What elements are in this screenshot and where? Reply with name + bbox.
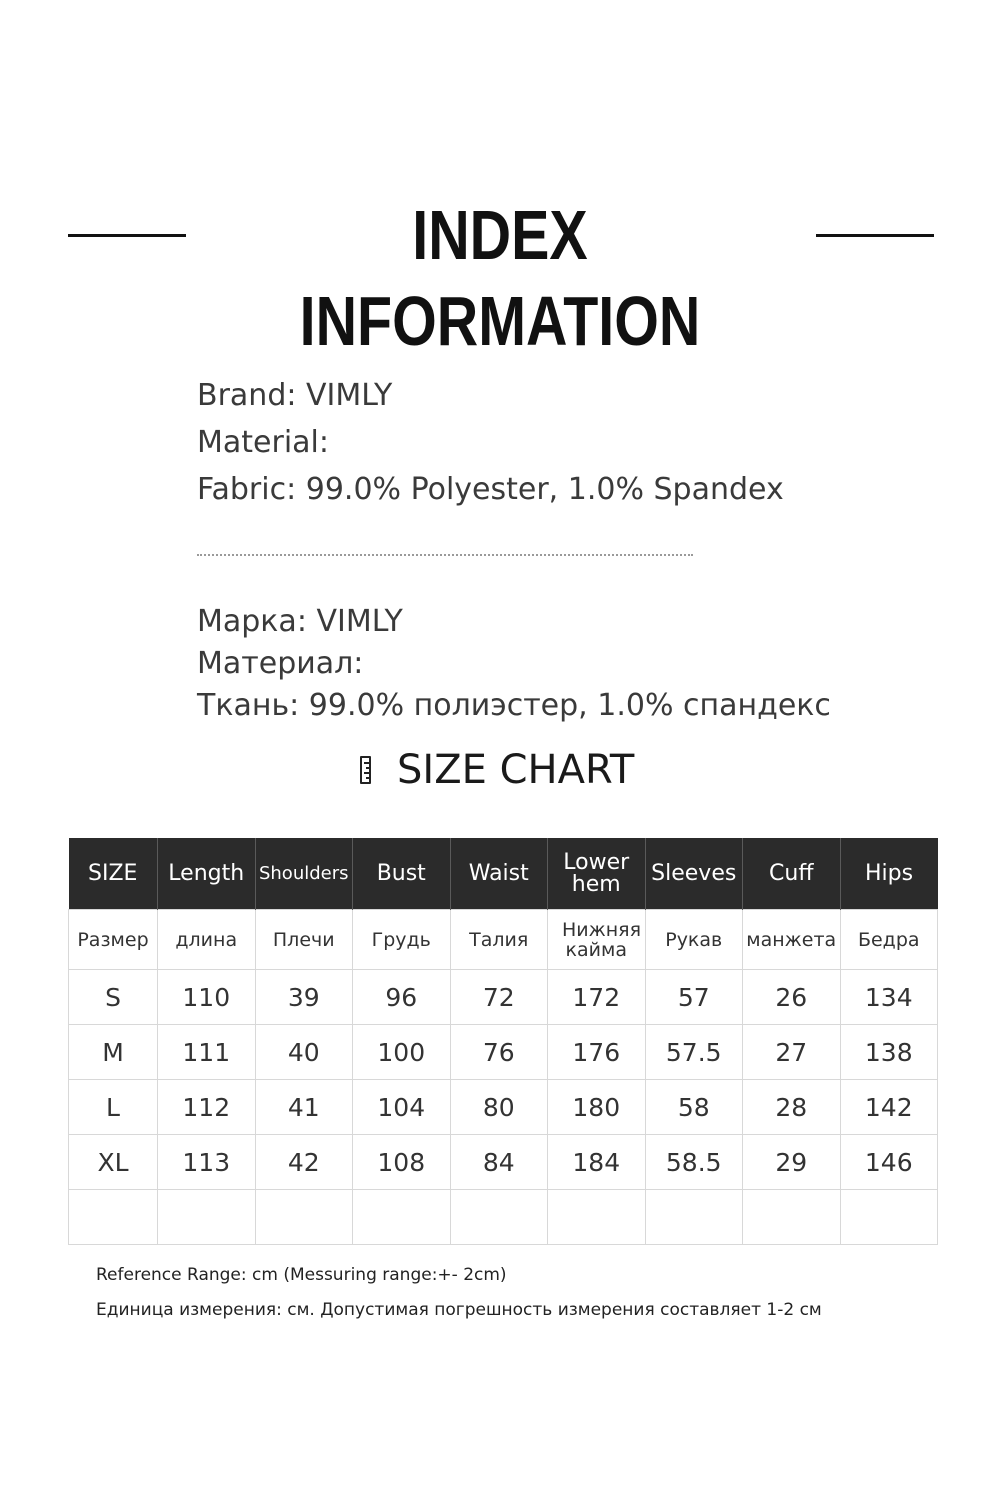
- table-cell-empty: [353, 1190, 451, 1245]
- table-cell: 57: [645, 970, 743, 1025]
- table-cell-empty: [158, 1190, 256, 1245]
- table-cell: 146: [840, 1135, 938, 1190]
- product-info-russian: [197, 601, 897, 727]
- table-cell: 28: [743, 1080, 841, 1135]
- table-cell: 29: [743, 1135, 841, 1190]
- table-cell: 80: [450, 1080, 548, 1135]
- header-hips: Hips: [840, 838, 938, 910]
- table-cell: 58.5: [645, 1135, 743, 1190]
- header-cuff: Cuff: [743, 838, 841, 910]
- header-lower-hem: Lower hem: [548, 838, 646, 910]
- table-cell: 57.5: [645, 1025, 743, 1080]
- table-cell-empty: [840, 1190, 938, 1245]
- brand-line-ru: Марка: VIMLY: [197, 604, 403, 639]
- table-row: [69, 1135, 938, 1190]
- table-cell: 96: [353, 970, 451, 1025]
- header-waist: Waist: [450, 838, 548, 910]
- table-row-empty: [69, 1190, 938, 1245]
- header-size: SIZE: [69, 838, 158, 910]
- table-cell: 41: [255, 1080, 353, 1135]
- table-cell-empty: [255, 1190, 353, 1245]
- table-cell: 108: [353, 1135, 451, 1190]
- table-row-russian-headers: [69, 910, 938, 970]
- table-cell: 72: [450, 970, 548, 1025]
- table-cell: 27: [743, 1025, 841, 1080]
- table-cell-empty: [743, 1190, 841, 1245]
- table-cell: M: [69, 1025, 158, 1080]
- header-sleeves: Sleeves: [645, 838, 743, 910]
- size-chart-title: [360, 742, 634, 798]
- table-cell: 142: [840, 1080, 938, 1135]
- heading-rule-left: [68, 234, 186, 237]
- heading-rule-right: [816, 234, 934, 237]
- table-cell: 100: [353, 1025, 451, 1080]
- table-cell: 40: [255, 1025, 353, 1080]
- table-cell: 138: [840, 1025, 938, 1080]
- reference-range-note-en: Reference Range: cm (Messuring range:+- 2cm): [96, 1265, 507, 1285]
- header-shoulders: Shoulders: [255, 838, 353, 910]
- ru-header-waist: Талия: [450, 910, 548, 970]
- table-cell: 39: [255, 970, 353, 1025]
- table-cell: 42: [255, 1135, 353, 1190]
- table-cell: XL: [69, 1135, 158, 1190]
- table-cell: 84: [450, 1135, 548, 1190]
- table-cell-empty: [69, 1190, 158, 1245]
- ru-header-size: Размер: [69, 910, 158, 970]
- reference-range-note-ru: Единица измерения: см. Допустимая погрешность измерения составляет 1-2 см: [96, 1300, 822, 1320]
- material-line-ru: Материал:: [197, 646, 364, 681]
- table-cell: 176: [548, 1025, 646, 1080]
- header-length: Length: [158, 838, 256, 910]
- table-cell: 110: [158, 970, 256, 1025]
- table-cell: 76: [450, 1025, 548, 1080]
- ru-header-shoulders: Плечи: [255, 910, 353, 970]
- table-cell-empty: [645, 1190, 743, 1245]
- ru-header-hips: Бедра: [840, 910, 938, 970]
- table-row: [69, 970, 938, 1025]
- brand-line-en: Brand: VIMLY: [197, 378, 393, 413]
- fabric-line-ru: Ткань: 99.0% полиэстер, 1.0% спандекс: [197, 688, 831, 723]
- table-cell: 113: [158, 1135, 256, 1190]
- ruler-icon: [360, 756, 371, 784]
- table-cell-empty: [548, 1190, 646, 1245]
- ru-header-cuff: манжета: [743, 910, 841, 970]
- table-cell: 172: [548, 970, 646, 1025]
- table-cell: 180: [548, 1080, 646, 1135]
- fabric-line-en: Fabric: 99.0% Polyester, 1.0% Spandex: [197, 472, 784, 507]
- ru-header-lower-hem: Нижняя кайма: [548, 910, 646, 970]
- table-cell: 134: [840, 970, 938, 1025]
- ru-header-length: длина: [158, 910, 256, 970]
- index-information-heading: [0, 190, 1000, 360]
- table-cell: 184: [548, 1135, 646, 1190]
- material-line-en: Material:: [197, 425, 329, 460]
- table-cell: 58: [645, 1080, 743, 1135]
- ru-header-bust: Грудь: [353, 910, 451, 970]
- table-cell: 112: [158, 1080, 256, 1135]
- header-bust: Bust: [353, 838, 451, 910]
- product-info-english: [197, 372, 897, 513]
- table-cell: 111: [158, 1025, 256, 1080]
- size-chart-label: SIZE CHART: [397, 747, 635, 793]
- dotted-divider: [197, 554, 693, 556]
- table-cell: 104: [353, 1080, 451, 1135]
- size-table: [68, 838, 938, 1245]
- page-title: INDEX INFORMATION: [299, 196, 701, 360]
- table-cell: 26: [743, 970, 841, 1025]
- table-row: [69, 1080, 938, 1135]
- table-cell: L: [69, 1080, 158, 1135]
- table-cell-empty: [450, 1190, 548, 1245]
- table-header-row: [69, 838, 938, 910]
- ru-header-sleeves: Рукав: [645, 910, 743, 970]
- table-cell: S: [69, 970, 158, 1025]
- table-row: [69, 1025, 938, 1080]
